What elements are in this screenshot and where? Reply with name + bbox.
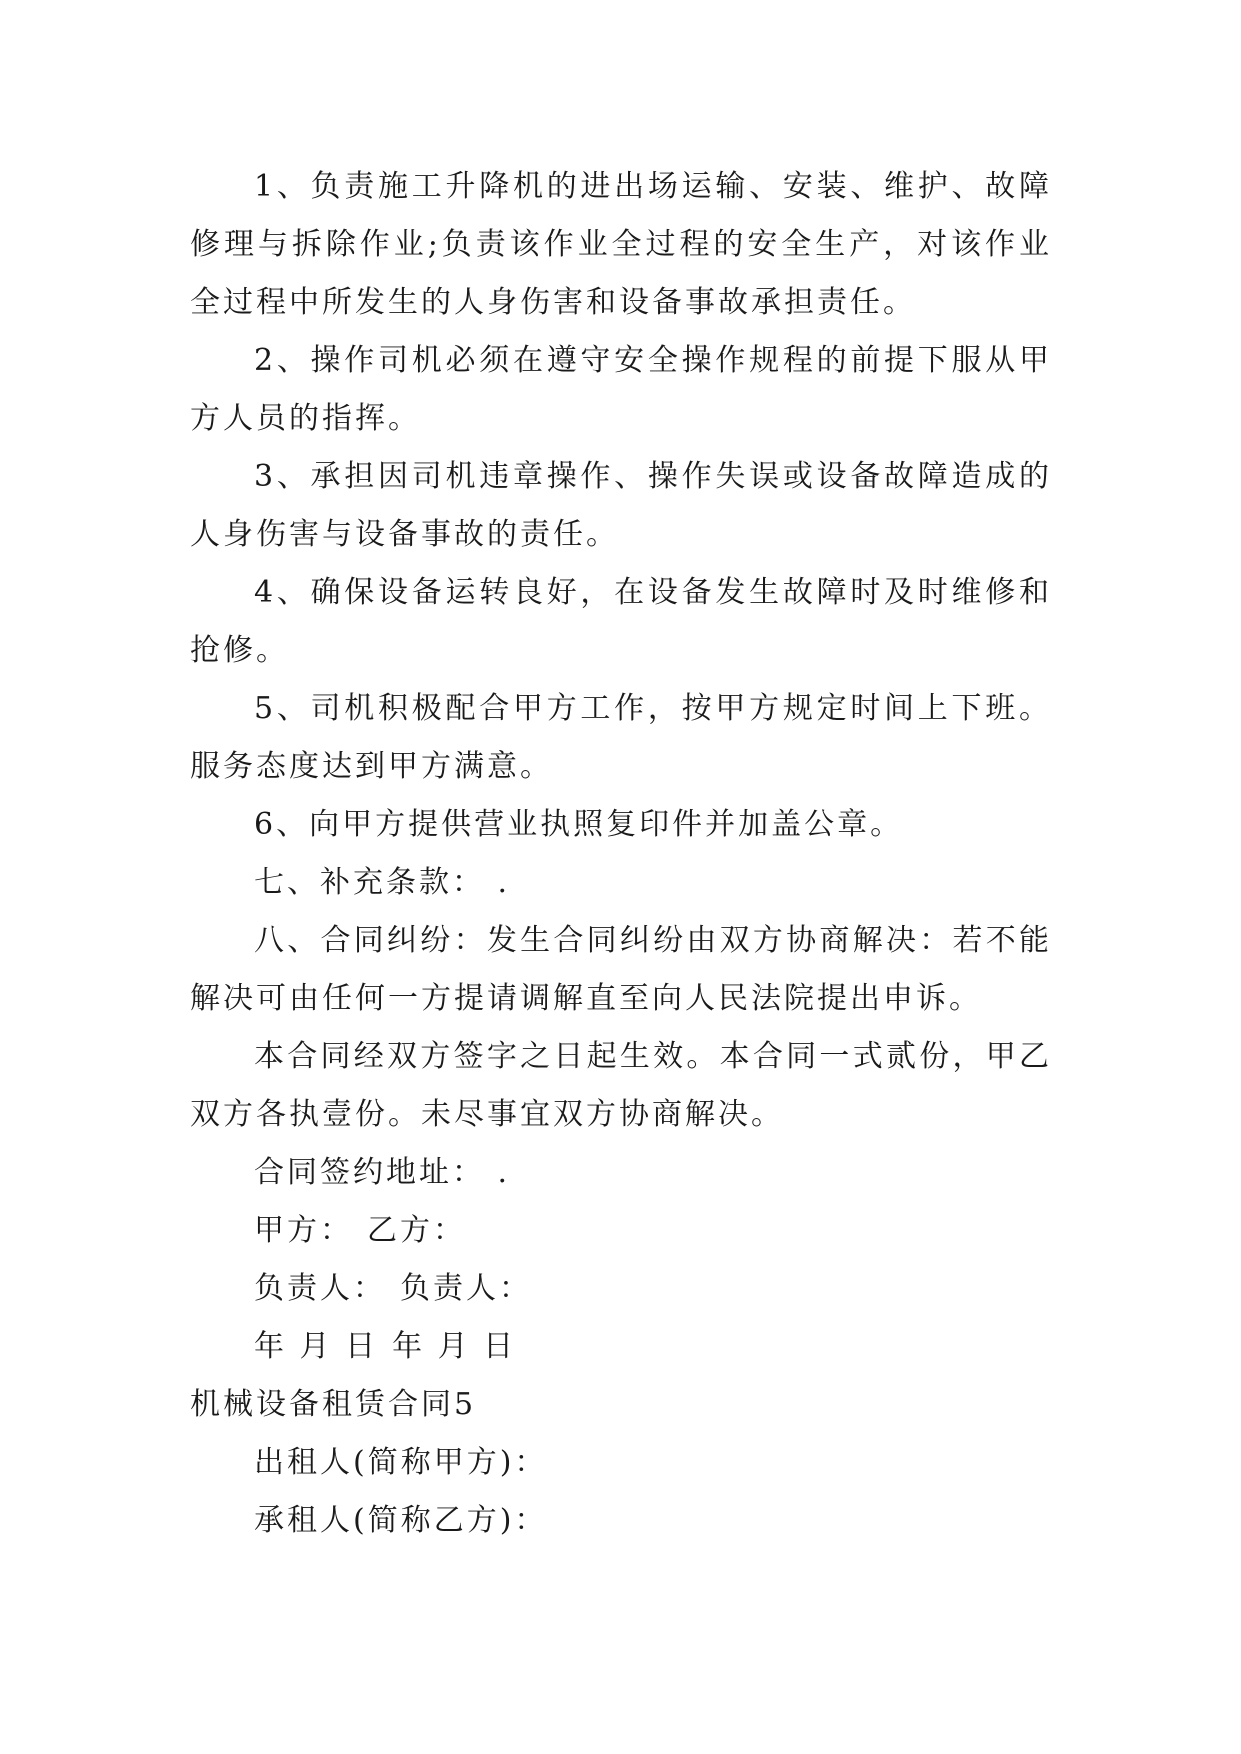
clause-2: 2、操作司机必须在遵守安全操作规程的前提下服从甲方人员的指挥。 <box>190 343 1052 436</box>
lessee-line: 承租人(简称乙方)： <box>254 1503 548 1538</box>
clause-1: 1、负责施工升降机的进出场运输、安装、维护、故障修理与拆除作业;负责该作业全过程的安全生产，对该作业全过程中所发生的人身伤害和设备事故承担责任。 <box>190 169 1052 320</box>
manager-a-label: 负责人： <box>254 1271 386 1306</box>
document-body <box>190 158 1052 1550</box>
contract-disputes: 八、合同纠纷：发生合同纠纷由双方协商解决：若不能解决可由任何一方提请调解直至向人民法院提出申诉。 <box>190 923 1052 1016</box>
party-line <box>190 1202 1052 1260</box>
signing-address: 合同签约地址： . <box>254 1155 511 1190</box>
section-title: 机械设备租赁合同5 <box>190 1387 477 1422</box>
clause-4: 4、确保设备运转良好，在设备发生故障时及时维修和抢修。 <box>190 575 1052 668</box>
lessor-line: 出租人(简称甲方)： <box>254 1445 548 1480</box>
party-b-label: 乙方： <box>367 1213 466 1248</box>
date-a: 年 月 日 <box>254 1329 379 1364</box>
date-line <box>190 1318 1052 1376</box>
date-b: 年 月 日 <box>392 1329 517 1364</box>
manager-b-label: 负责人： <box>400 1271 532 1306</box>
supplementary-terms: 七、补充条款： . <box>254 865 511 900</box>
clause-6: 6、向甲方提供营业执照复印件并加盖公章。 <box>254 807 904 842</box>
party-a-label: 甲方： <box>254 1213 353 1248</box>
effective-clause: 本合同经双方签字之日起生效。本合同一式贰份，甲乙双方各执壹份。未尽事宜双方协商解决。 <box>190 1039 1052 1132</box>
clause-5: 5、司机积极配合甲方工作，按甲方规定时间上下班。服务态度达到甲方满意。 <box>190 691 1052 784</box>
manager-line <box>190 1260 1052 1318</box>
clause-3: 3、承担因司机违章操作、操作失误或设备故障造成的人身伤害与设备事故的责任。 <box>190 459 1052 552</box>
